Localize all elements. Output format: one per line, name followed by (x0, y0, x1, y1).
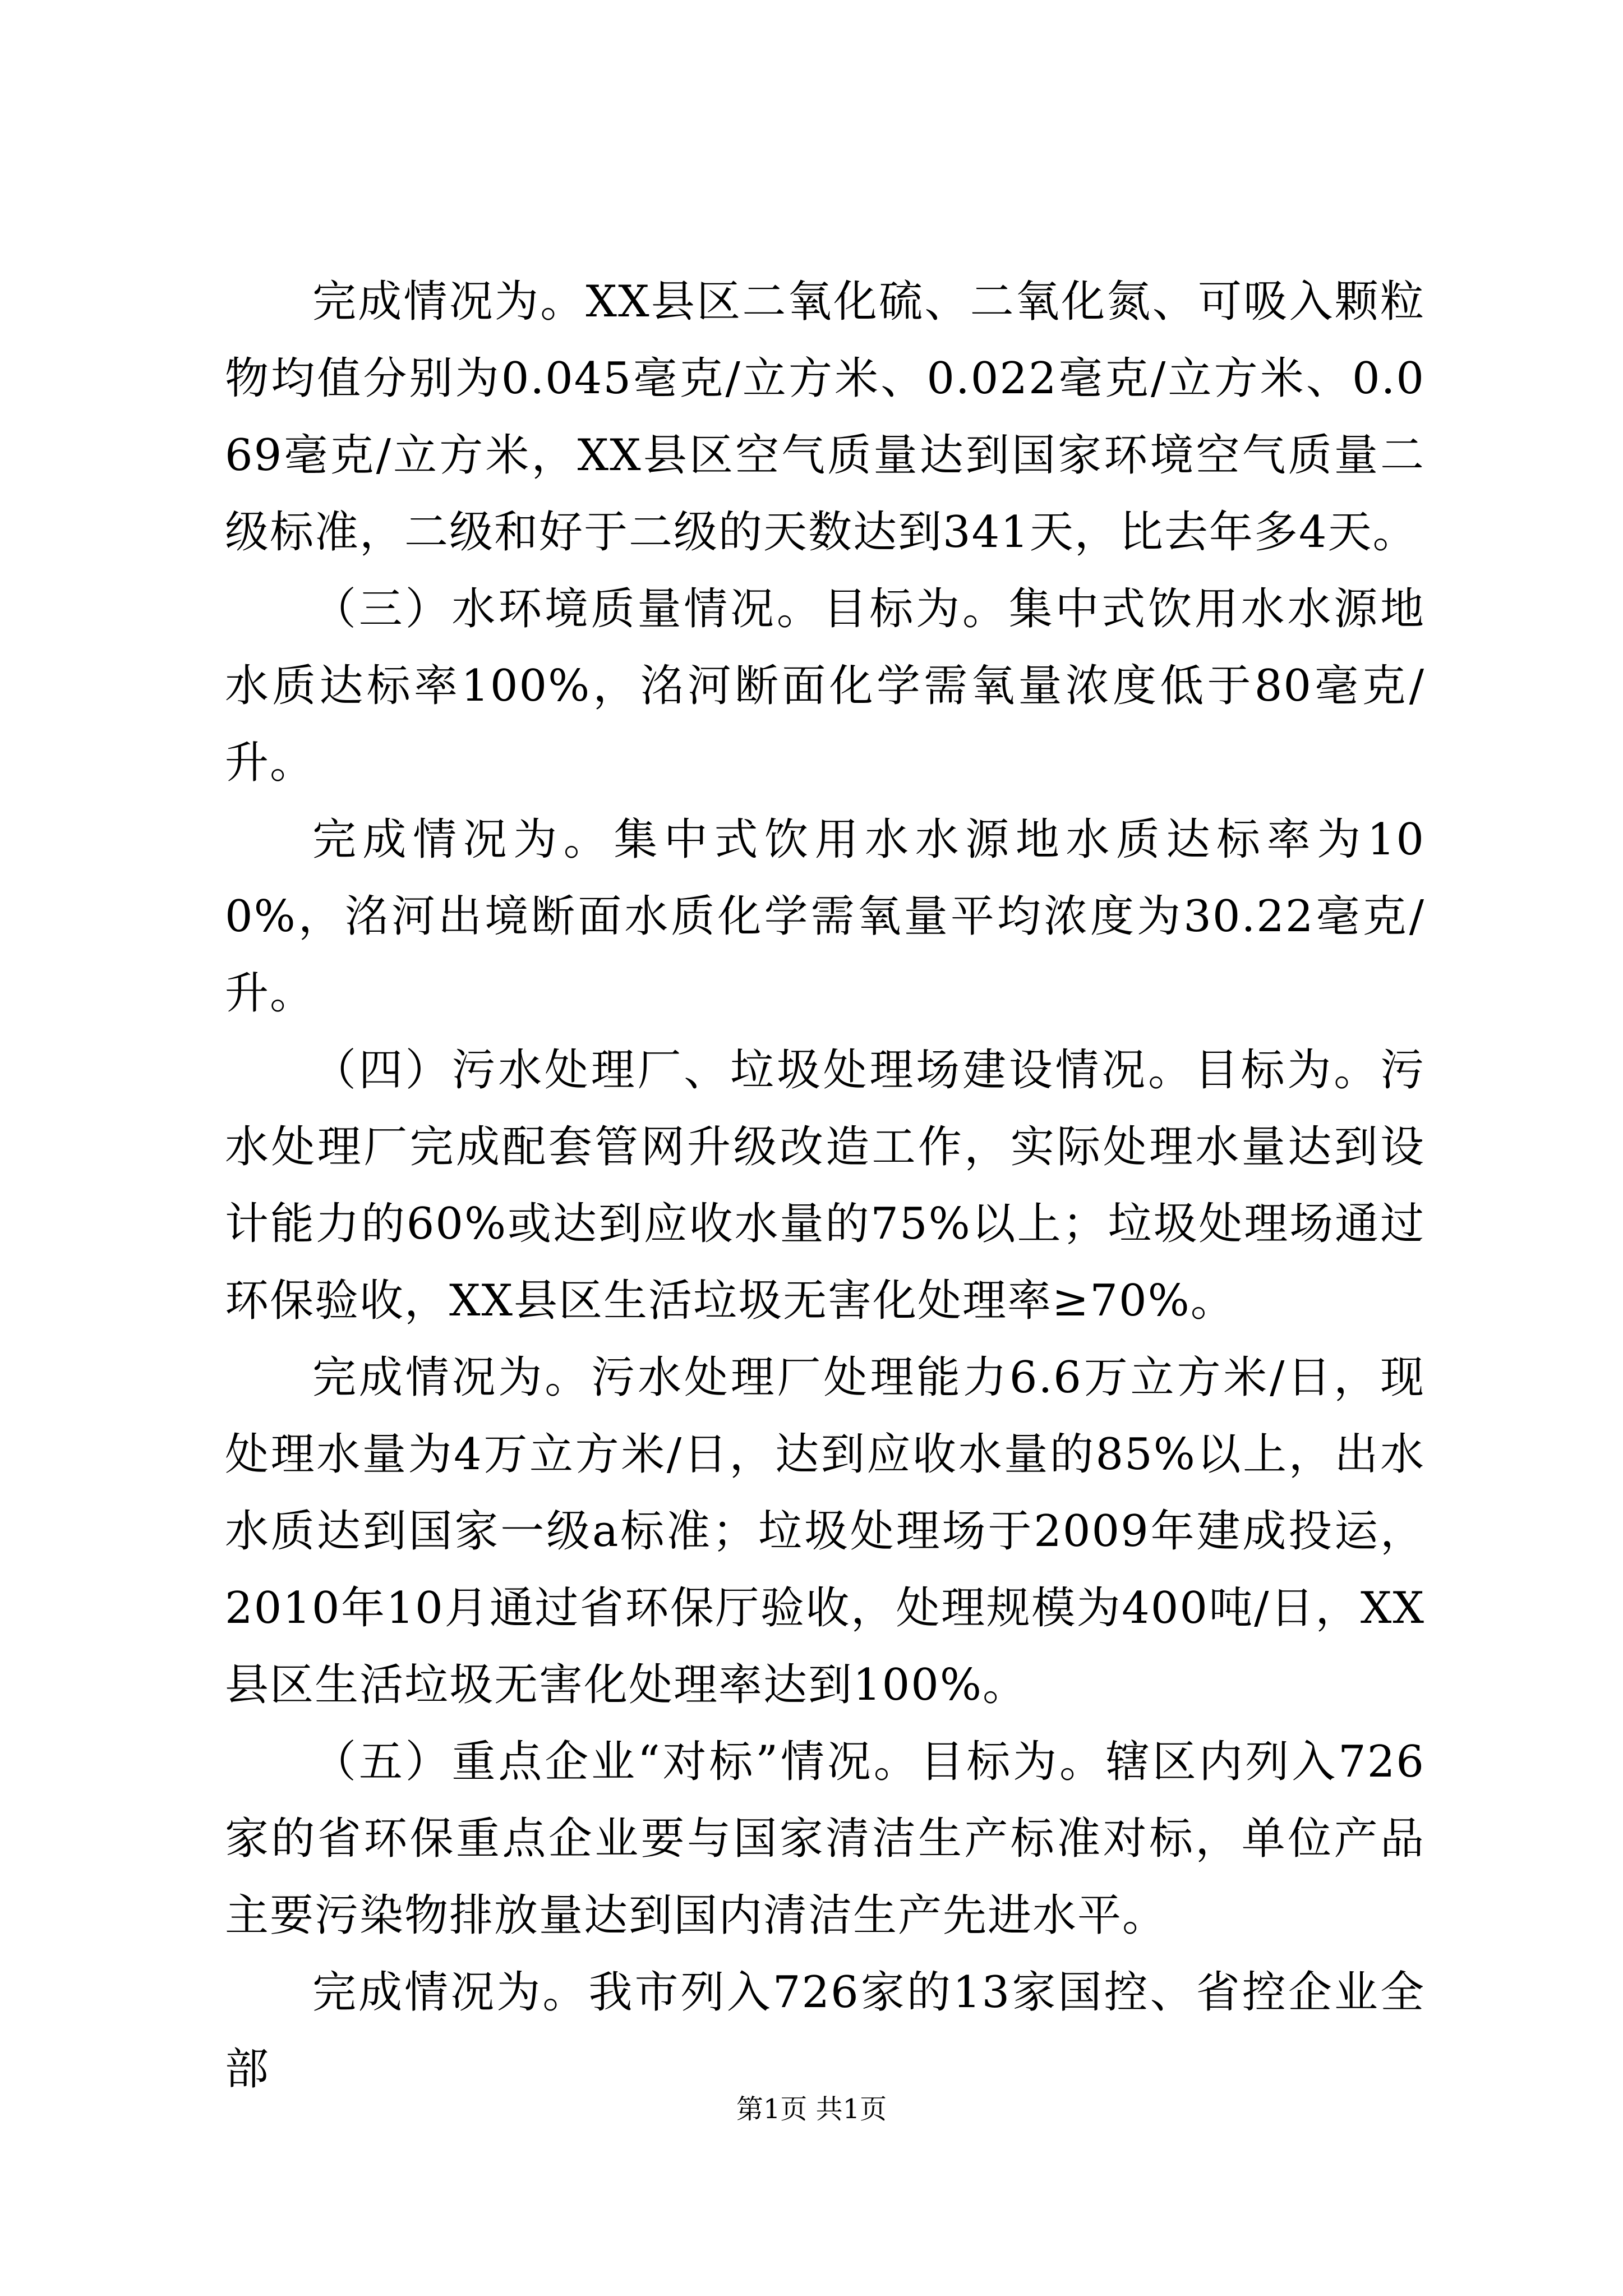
paragraph-air-quality-result: 完成情况为。XX县区二氧化硫、二氧化氮、可吸入颗粒物均值分别为0.045毫克/立方米、0.022毫克/立方米、0.069毫克/立方米，XX县区空气质量达到国家环境空气质量二级标准，二级和好于二级的天数达到341天，比去年多4天。 (225, 277, 1425, 558)
paragraph-water-quality-target: （三）水环境质量情况。目标为。集中式饮用水水源地水质达标率100%，洺河断面化学需氧量浓度低于80毫克/升。 (225, 584, 1425, 788)
page-number-footer: 第1页 共1页 (736, 2093, 887, 2125)
paragraph-enterprise-benchmark-result: 完成情况为。我市列入726家的13家国控、省控企业全部 (225, 1967, 1425, 2095)
paragraph-treatment-plant-target: （四）污水处理厂、垃圾处理场建设情况。目标为。污水处理厂完成配套管网升级改造工作，实际处理水量达到设计能力的60%或达到应收水量的75%以上；垃圾处理场通过环保验收，XX县区生活垃圾无害化处理率≥70%。 (225, 1045, 1425, 1326)
document-body (225, 264, 1425, 2108)
paragraph-enterprise-benchmark-target: （五）重点企业“对标”情况。目标为。辖区内列入726家的省环保重点企业要与国家清洁生产标准对标，单位产品主要污染物排放量达到国内清洁生产先进水平。 (225, 1737, 1425, 1941)
paragraph-treatment-plant-result: 完成情况为。污水处理厂处理能力6.6万立方米/日，现处理水量为4万立方米/日，达到应收水量的85%以上，出水水质达到国家一级a标准；垃圾处理场于2009年建成投运，2010年10月通过省环保厅验收，处理规模为400吨/日，XX县区生活垃圾无害化处理率达到100%。 (225, 1352, 1425, 1710)
paragraph-water-quality-result: 完成情况为。集中式饮用水水源地水质达标率为100%，洺河出境断面水质化学需氧量平均浓度为30.22毫克/升。 (225, 815, 1425, 1019)
